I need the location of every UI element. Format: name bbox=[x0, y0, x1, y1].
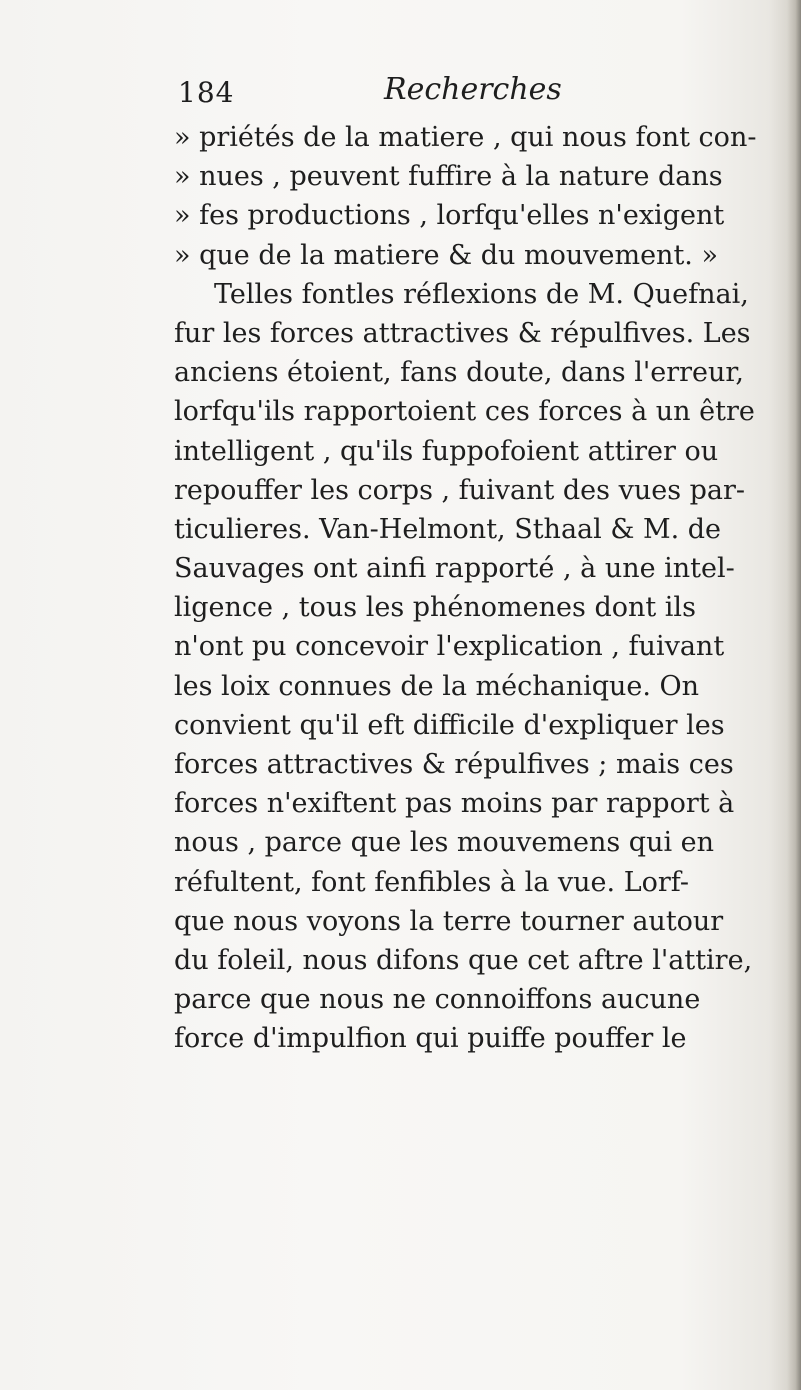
text-line: parce que nous ne connoiffons aucune bbox=[174, 984, 701, 1016]
text-line: que nous voyons la terre tourner autour bbox=[174, 905, 724, 937]
page-header bbox=[178, 72, 578, 112]
text-line: lorfqu'ils rapportoient ces forces à un être bbox=[174, 396, 755, 428]
text-line: du foleil, nous difons que cet aftre l'attire, bbox=[174, 944, 753, 976]
text-line: convient qu'il eft difficile d'expliquer les bbox=[174, 709, 725, 741]
running-head: Recherches bbox=[384, 72, 562, 107]
text-line: fur les forces attractives & répulfives. Les bbox=[174, 317, 751, 349]
text-line: ligence , tous les phénomenes dont ils bbox=[174, 592, 696, 624]
text-line: forces attractives & répulfives ; mais ces bbox=[174, 749, 734, 780]
text-line: intelligent , qu'ils fuppofoient attirer ou bbox=[174, 435, 719, 467]
text-line: » nues , peuvent fuffire à la nature dans bbox=[174, 161, 723, 193]
text-line: repouffer les corps , fuivant des vues par- bbox=[174, 474, 746, 506]
text-line: forces n'exiftent pas moins par rapport à bbox=[174, 788, 735, 820]
body-text bbox=[174, 118, 757, 1059]
page-number: 184 bbox=[178, 76, 235, 109]
text-line: » fes productions , lorfqu'elles n'exigent bbox=[174, 200, 725, 232]
text-line: les loix connues de la méchanique. On bbox=[174, 670, 700, 702]
text-line: » priétés de la matiere , qui nous font con- bbox=[174, 122, 757, 153]
page-edge-shadow bbox=[787, 0, 801, 1390]
text-line: Telles fontles réflexions de M. Quefnai, bbox=[214, 278, 749, 310]
text-line: Sauvages ont ainfi rapporté , à une intel- bbox=[174, 553, 735, 585]
text-line: nous , parce que les mouvemens qui en bbox=[174, 827, 715, 859]
text-line: » que de la matiere & du mouvement. » bbox=[174, 239, 718, 271]
text-line: force d'impulfion qui puiffe pouffer le bbox=[174, 1023, 687, 1055]
text-line: anciens étoient, fans doute, dans l'erreur, bbox=[174, 357, 744, 389]
text-line: ticulieres. Van-Helmont, Sthaal & M. de bbox=[174, 513, 722, 545]
text-line: n'ont pu concevoir l'explication , fuivant bbox=[174, 631, 725, 663]
text-line: réfultent, font fenfibles à la vue. Lorf- bbox=[174, 866, 689, 898]
